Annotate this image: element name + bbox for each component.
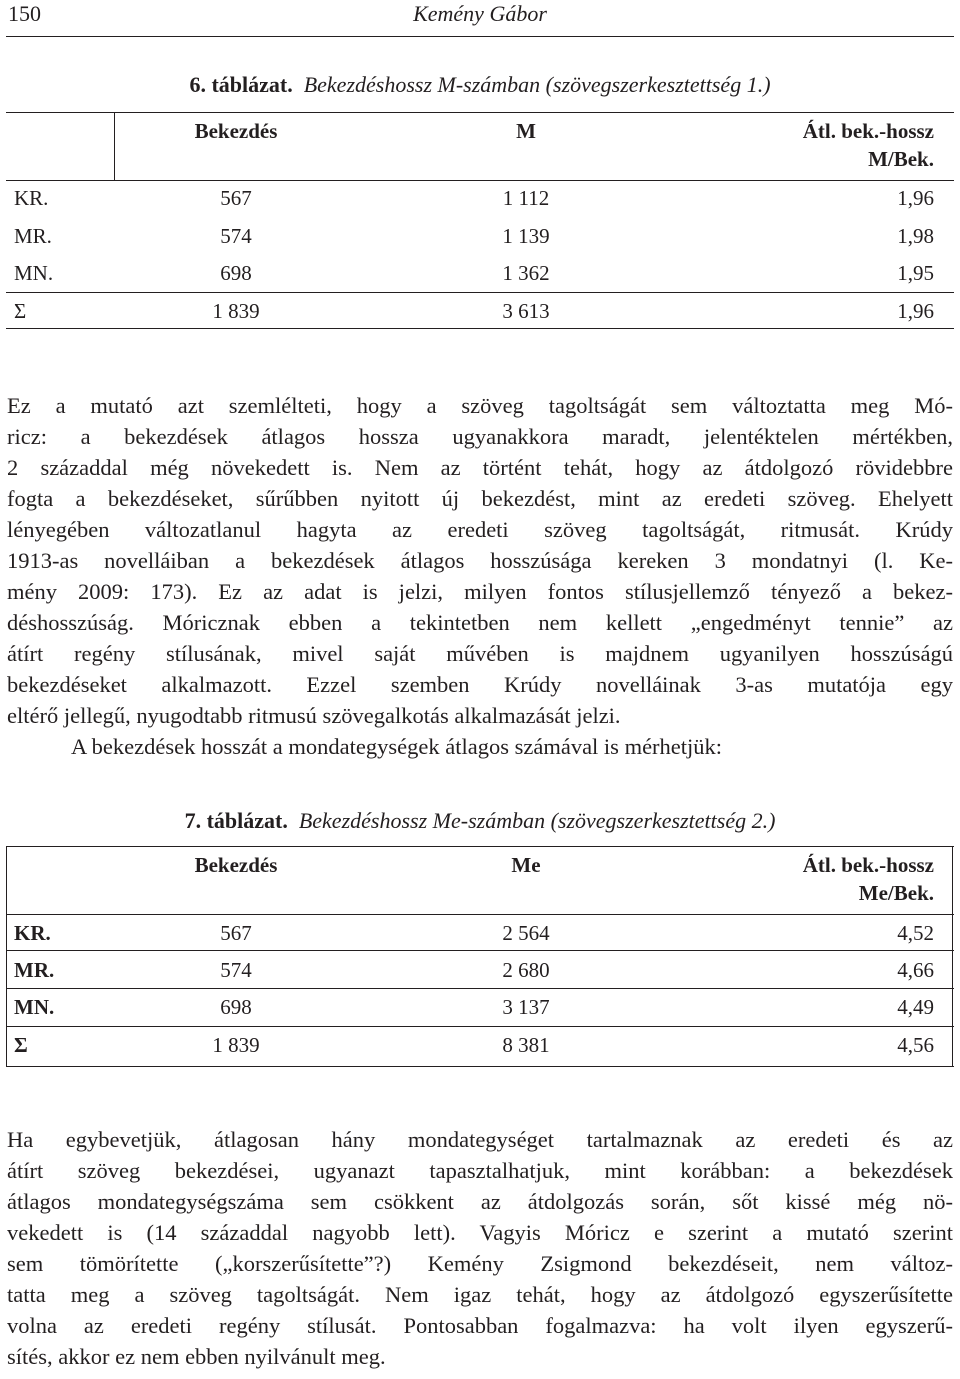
table6-row-label: KR. — [14, 186, 49, 210]
table-cell: 1 362 — [502, 261, 550, 285]
table7-header-me: Me — [511, 853, 541, 877]
table-cell: 4,56 — [897, 1033, 934, 1057]
table6-row-label: MN. — [14, 261, 54, 285]
table6-top-rule — [6, 112, 954, 113]
text-line: sem tömörítette („korszerűsítette”?) Kemény Zsigmond bekezdéseit, nem változ- — [7, 1251, 953, 1276]
table6-bottom-rule — [6, 328, 954, 329]
table6-header-avg: Átl. bek.-hossz — [802, 119, 934, 143]
text-line: tatta meg a szöveg tagoltságát. Nem igaz tehát, hogy az átdolgozó egyszerűsítette — [7, 1282, 953, 1307]
table-cell: 3 613 — [502, 299, 550, 323]
text-line: fogta a bekezdéseket, sűrűbben nyitott új bekezdést, mint az eredeti szöveg. Ehelyett — [7, 486, 953, 511]
table-cell: 1,96 — [897, 299, 934, 323]
table-cell: 1,95 — [897, 261, 934, 285]
text-line: átlagos mondategységszáma sem csökkent az átdolgozás során, sőt kissé még nö- — [7, 1189, 953, 1214]
table-cell: 698 — [220, 995, 252, 1019]
table6-header-bekezdes: Bekezdés — [194, 119, 278, 143]
table6-header-m: M — [516, 119, 536, 143]
table-cell: 574 — [220, 958, 252, 982]
table-cell: 1,98 — [897, 224, 934, 248]
table6-header-rule — [6, 180, 954, 181]
table-cell: 4,52 — [897, 921, 934, 945]
table6-header-avg-unit: M/Bek. — [868, 147, 934, 171]
text-line: bekezdéseket alkalmazott. Ezzel szemben Krúdy novelláinak 3-as mutatója egy — [7, 672, 953, 697]
text-line: lényegében változatlanul hagyta az eredeti szöveg tagoltságát, ritmusát. Krúdy — [7, 517, 953, 542]
table-cell: 4,49 — [897, 995, 934, 1019]
text-line: 2 századdal még növekedett is. Nem az történt tehát, hogy az átdolgozó rövidebbre — [7, 455, 953, 480]
table-cell: 1 839 — [212, 1033, 260, 1057]
table6-caption-label: 6. táblázat. — [189, 72, 293, 97]
text-line: ricz: a bekezdések átlagos hossza ugyanakkora maradt, jelentéktelen mértékben, — [7, 424, 953, 449]
table-cell: 1,96 — [897, 186, 934, 210]
text-line: volna az eredeti regény stílusát. Pontosabban fogalmazva: ha volt ilyen egyszerű- — [7, 1313, 953, 1338]
table-cell: 2 680 — [502, 958, 550, 982]
table7-row-label: MN. — [14, 995, 55, 1019]
table-cell: 567 — [220, 921, 252, 945]
table7-header-bekezdes: Bekezdés — [194, 853, 278, 877]
table7-caption-label: 7. táblázat. — [184, 808, 288, 833]
table6 — [6, 112, 954, 330]
table-cell: 1 839 — [212, 299, 260, 323]
table7-bottom-rule — [6, 1066, 954, 1067]
table-cell: 4,66 — [897, 958, 934, 982]
table7-header-avg-unit: Me/Bek. — [858, 881, 934, 905]
table6-caption — [0, 72, 960, 98]
table-cell: 1 139 — [502, 224, 550, 248]
table6-header-divider — [114, 112, 115, 180]
table7-header-avg: Átl. bek.-hossz — [802, 853, 934, 877]
table7-row-label: Σ — [14, 1033, 28, 1057]
table7-top-rule — [6, 846, 954, 847]
text-line: mény 2009: 173). Ez az adat is jelzi, milyen fontos stílusjellemző tényező a bekez- — [7, 579, 953, 604]
text-line: átírt szöveg bekezdései, ugyanazt tapasztalhatjuk, mint korábban: a bekezdések — [7, 1158, 953, 1183]
text-line: eltérő jellegű, nyugodtabb ritmusú szövegalkotás alkalmazását jelzi. — [7, 703, 621, 728]
table-cell: 8 381 — [502, 1033, 550, 1057]
table-cell: 3 137 — [502, 995, 550, 1019]
table7-row-label: MR. — [14, 958, 55, 982]
text-line-indented: A bekezdések hosszát a mondategységek átlagos számával is mérhetjük: — [71, 734, 723, 759]
text-line: sítés, akkor ez nem ebben nyilvánult meg. — [7, 1344, 386, 1369]
text-line: vekedett is (14 századdal nagyobb lett). Vagyis Móricz e szerint a mutató szerint — [7, 1220, 953, 1245]
table7-header-rule — [6, 914, 954, 915]
text-line: 1913-as novelláiban a bekezdések átlagos hosszúsága kereken 3 mondatnyi (l. Ke- — [7, 548, 953, 573]
table-cell: 574 — [220, 224, 252, 248]
table6-row-label: Σ — [14, 299, 27, 323]
text-line: Ha egybevetjük, átlagosan hány mondategységet tartalmaznak az eredeti és az — [7, 1127, 953, 1152]
table7-row-rule — [6, 1026, 954, 1027]
text-line: Ez a mutató azt szemlélteti, hogy a szöveg tagoltságát sem változtatta meg Mó- — [7, 393, 953, 418]
table7 — [6, 846, 954, 1068]
table-cell: 698 — [220, 261, 252, 285]
table7-row-label: KR. — [14, 921, 51, 945]
running-header — [0, 0, 960, 36]
table-cell: 1 112 — [502, 186, 550, 210]
table6-caption-text: Bekezdéshossz M-számban (szövegszerkesztettség 1.) — [303, 72, 771, 97]
table6-row-label: MR. — [14, 224, 52, 248]
table6-sum-rule — [6, 292, 954, 293]
table7-caption — [0, 808, 960, 834]
table-cell: 567 — [220, 186, 252, 210]
text-line: átírt regény stílusának, mivel saját művében is majdnem ugyanilyen hosszúságú — [7, 641, 953, 666]
header-rule — [6, 36, 954, 37]
table7-left-border — [6, 846, 7, 1066]
table7-right-border — [952, 846, 953, 1066]
table7-row-rule — [6, 988, 954, 989]
table7-caption-text: Bekezdéshossz Me-számban (szövegszerkesztettség 2.) — [298, 808, 776, 833]
table-cell: 2 564 — [502, 921, 550, 945]
running-title: Kemény Gábor — [413, 1, 547, 26]
page-number: 150 — [8, 1, 41, 26]
text-line: déshosszúság. Móricznak ebben a tekintetben nem kellett „engedményt tennie” az — [7, 610, 953, 635]
table7-row-rule — [6, 950, 954, 951]
